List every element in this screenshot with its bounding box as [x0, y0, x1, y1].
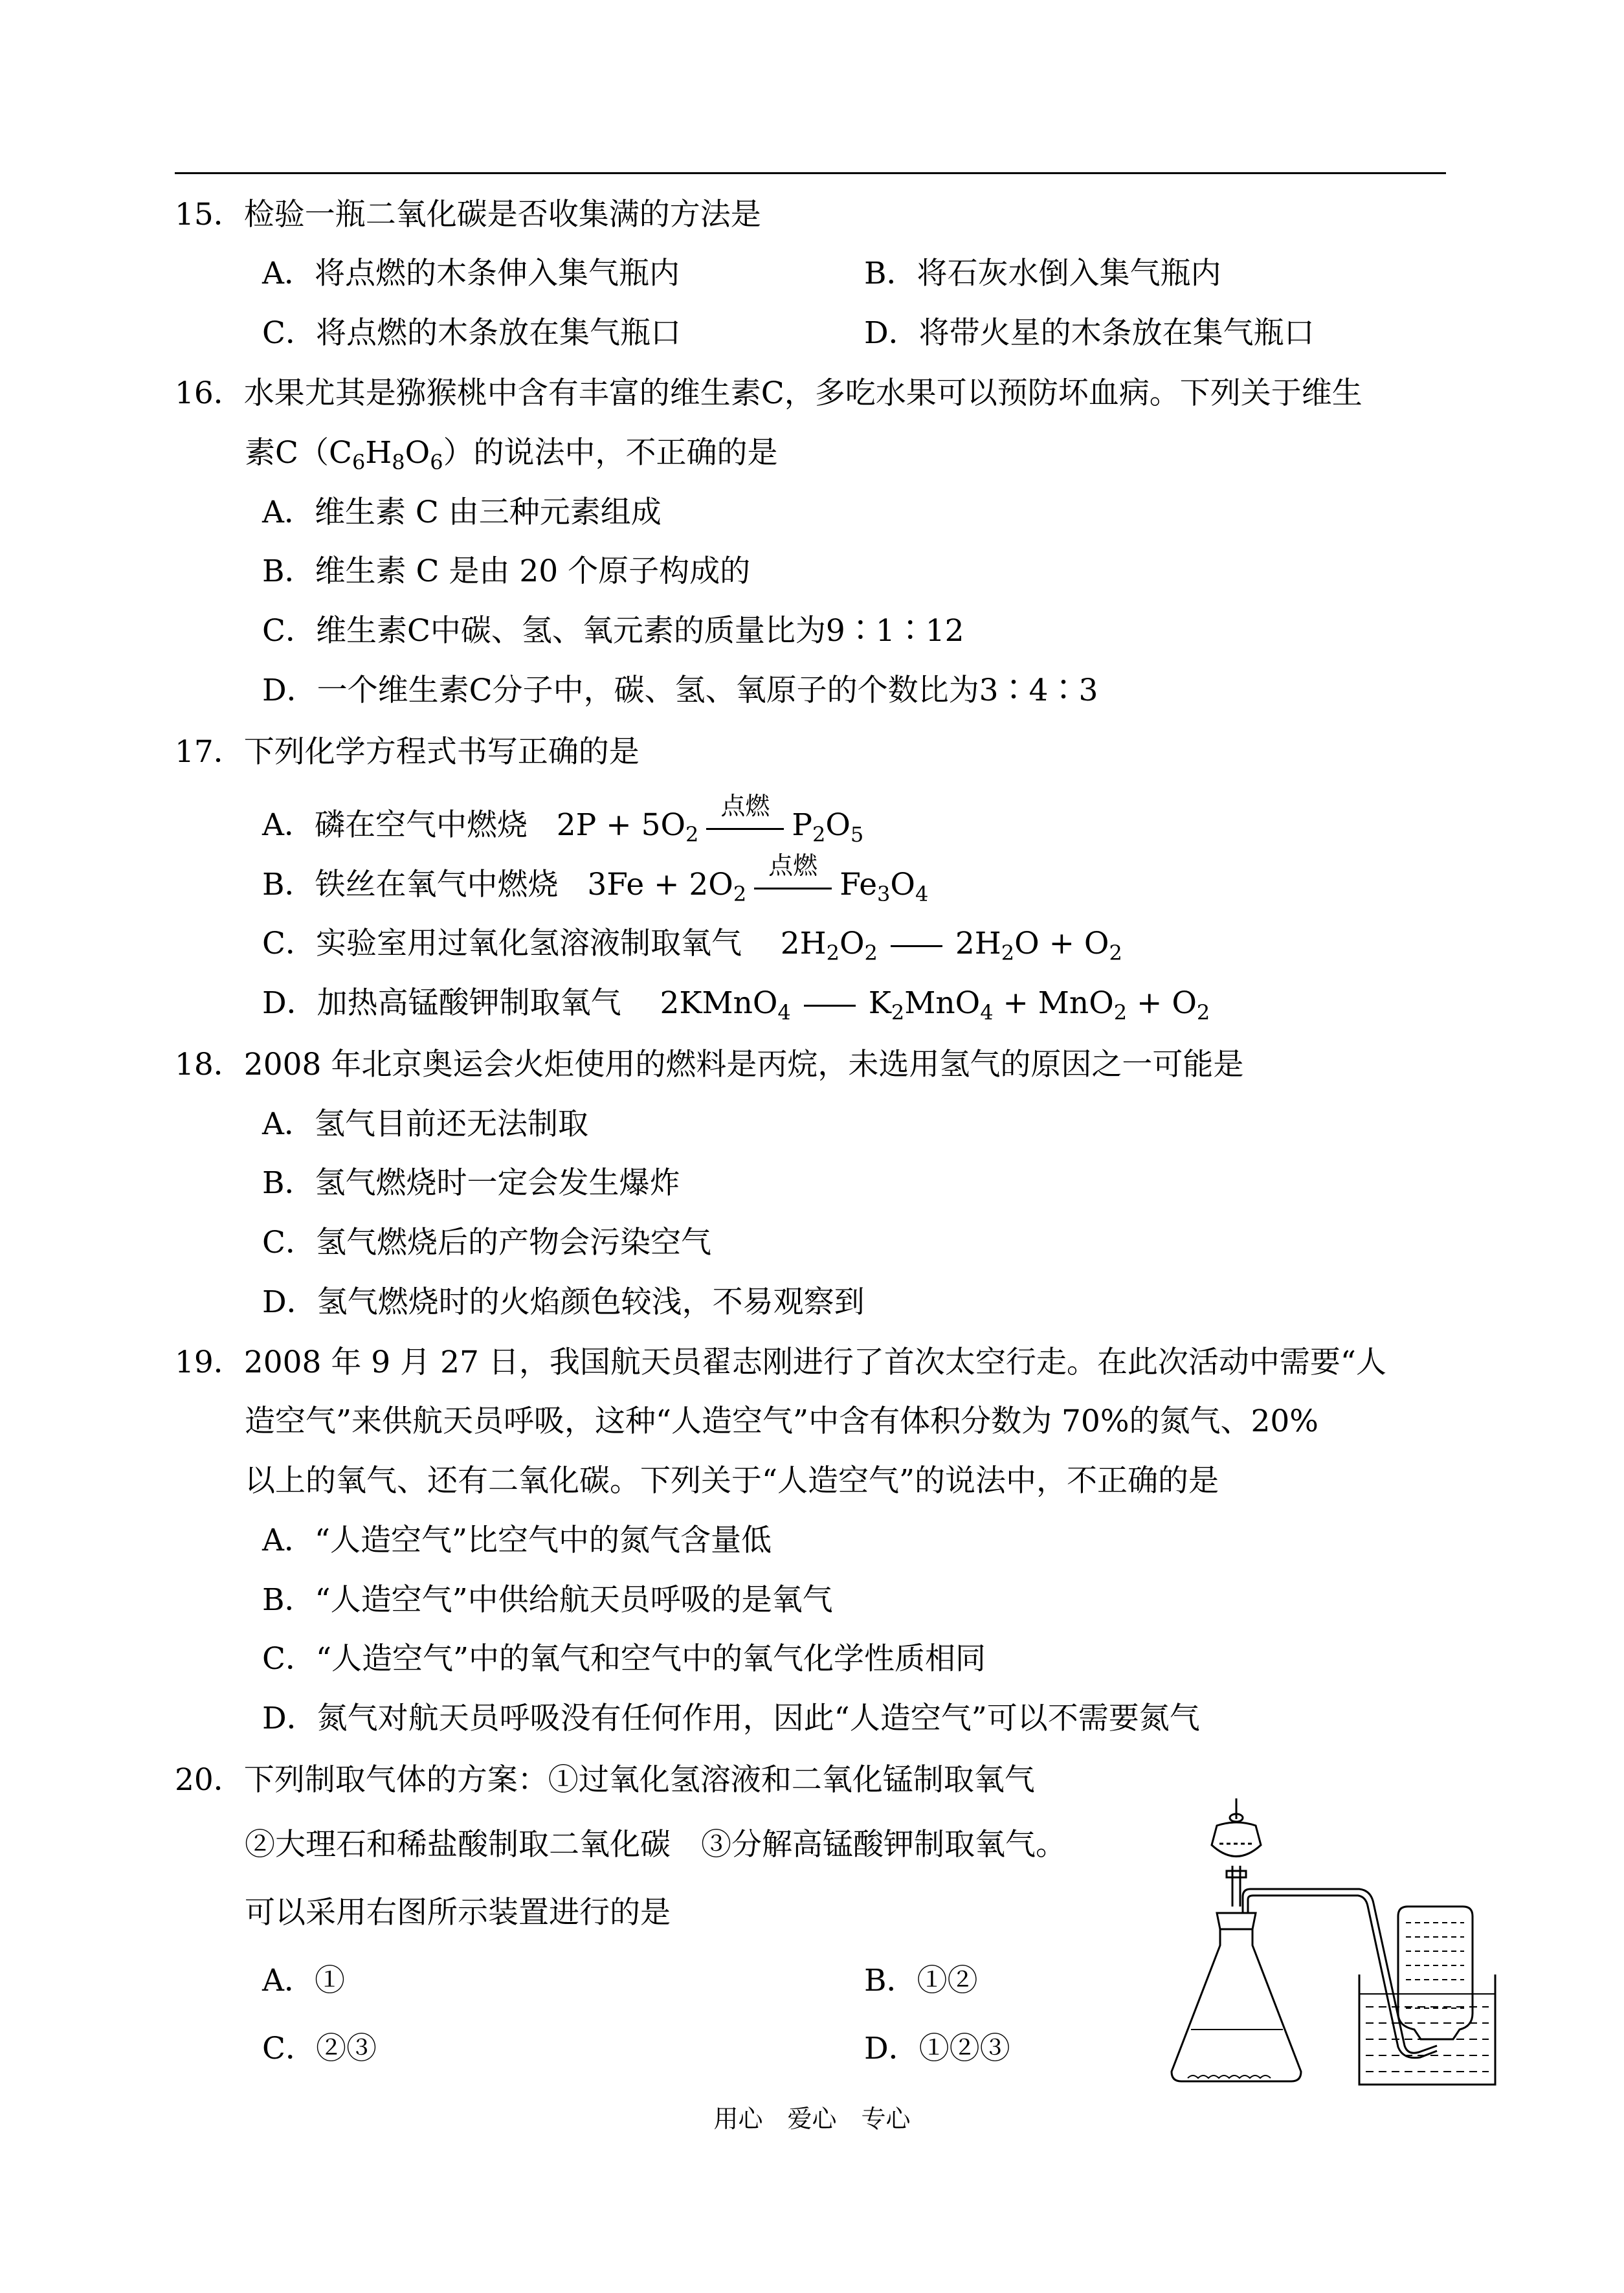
q19-stem-line2: 造空气”来供航天员呼吸，这种“人造空气”中含有体积分数为 70%的氮气、20% — [245, 1404, 1318, 1439]
q19-option-a: A．“人造空气”比空气中的氮气含量低 — [262, 1523, 772, 1558]
q18-option-a: A．氢气目前还无法制取 — [262, 1106, 588, 1142]
q17-stem: 17．下列化学方程式书写正确的是 — [175, 734, 640, 770]
q18-option-c: C．氢气燃烧后的产物会污染空气 — [262, 1225, 711, 1260]
reaction-arrow: 点燃 — [754, 866, 832, 904]
q16-option-d: D．一个维生素C分子中，碳、氢、氧原子的个数比为3∶4∶3 — [262, 673, 1098, 708]
q17-option-b: B．铁丝在氧气中燃烧 $3Fe + 2O_2$ 点燃 $Fe_3O_4$ — [262, 851, 929, 906]
q16-option-b: B．维生素 C 是由 20 个原子构成的 — [262, 554, 751, 589]
reaction-arrow: 点燃 — [706, 806, 784, 845]
header-rule — [175, 172, 1446, 174]
gas-apparatus-diagram — [1165, 1793, 1502, 2097]
q15-option-d: D．将带火星的木条放在集气瓶口 — [864, 315, 1315, 351]
q20-option-c: C．②③ — [262, 2031, 377, 2066]
q20-stem-line2: ②大理石和稀盐酸制取二氧化碳 ③分解高锰酸钾制取氧气。 — [245, 1827, 1066, 1862]
q16-option-c: C．维生素C中碳、氢、氧元素的质量比为9∶1∶12 — [262, 613, 964, 649]
q16-stem-line1: 16．水果尤其是猕猴桃中含有丰富的维生素C，多吃水果可以预防坏血病。下列关于维生 — [175, 375, 1363, 411]
q17-option-c: C．实验室用过氧化氢溶液制取氧气 $2H_2O_2$ $2H_2O + O_2$ — [262, 926, 1122, 965]
q15-option-a: A．将点燃的木条伸入集气瓶内 — [262, 256, 680, 291]
q15-option-b: B．将石灰水倒入集气瓶内 — [864, 256, 1221, 291]
q20-option-a: A．① — [262, 1963, 345, 1998]
q19-stem-line1: 19．2008 年 9 月 27 日，我国航天员翟志刚进行了首次太空行走。在此次活动中需要“人 — [175, 1345, 1386, 1380]
q18-option-d: D．氢气燃烧时的火焰颜色较浅，不易观察到 — [262, 1284, 865, 1320]
q16-stem-line2: 素$C(C_6H_8O_6)$的说法中，不正确的是 — [245, 435, 778, 475]
q17-option-d: D．加热高锰酸钾制取氧气 2KMnO$_4$ $K_2MnO_4 + MnO_2 + O_2$ — [262, 985, 1210, 1025]
q19-option-b: B．“人造空气”中供给航天员呼吸的是氧气 — [262, 1582, 833, 1618]
q15-option-c: C．将点燃的木条放在集气瓶口 — [262, 315, 681, 351]
q19-stem-line3: 以上的氧气、还有二氧化碳。下列关于“人造空气”的说法中，不正确的是 — [245, 1463, 1219, 1499]
q19-option-c: C．“人造空气”中的氧气和空气中的氧气化学性质相同 — [262, 1641, 986, 1677]
page-footer: 用心 爱心 专心 — [713, 2105, 911, 2133]
q18-option-b: B．氢气燃烧时一定会发生爆炸 — [262, 1165, 680, 1201]
q17-option-a: A．磷在空气中燃烧 $2P + 5O_2$ 点燃 $P_2O_5$ — [262, 792, 864, 847]
q20-option-d: D．①②③ — [864, 2031, 1010, 2066]
q20-option-b: B．①② — [864, 1963, 978, 1998]
q20-stem-line1: 20．下列制取气体的方案：①过氧化氢溶液和二氧化锰制取氧气 — [175, 1762, 1035, 1798]
q16-option-a: A．维生素 C 由三种元素组成 — [262, 495, 662, 530]
q20-stem-line3: 可以采用右图所示装置进行的是 — [245, 1895, 671, 1930]
q19-option-d: D．氮气对航天员呼吸没有任何作用，因此“人造空气”可以不需要氮气 — [262, 1701, 1200, 1736]
q15-stem: 15．检验一瓶二氧化碳是否收集满的方法是 — [175, 197, 761, 232]
q18-stem: 18．2008 年北京奥运会火炬使用的燃料是丙烷，未选用氢气的原因之一可能是 — [175, 1047, 1244, 1082]
